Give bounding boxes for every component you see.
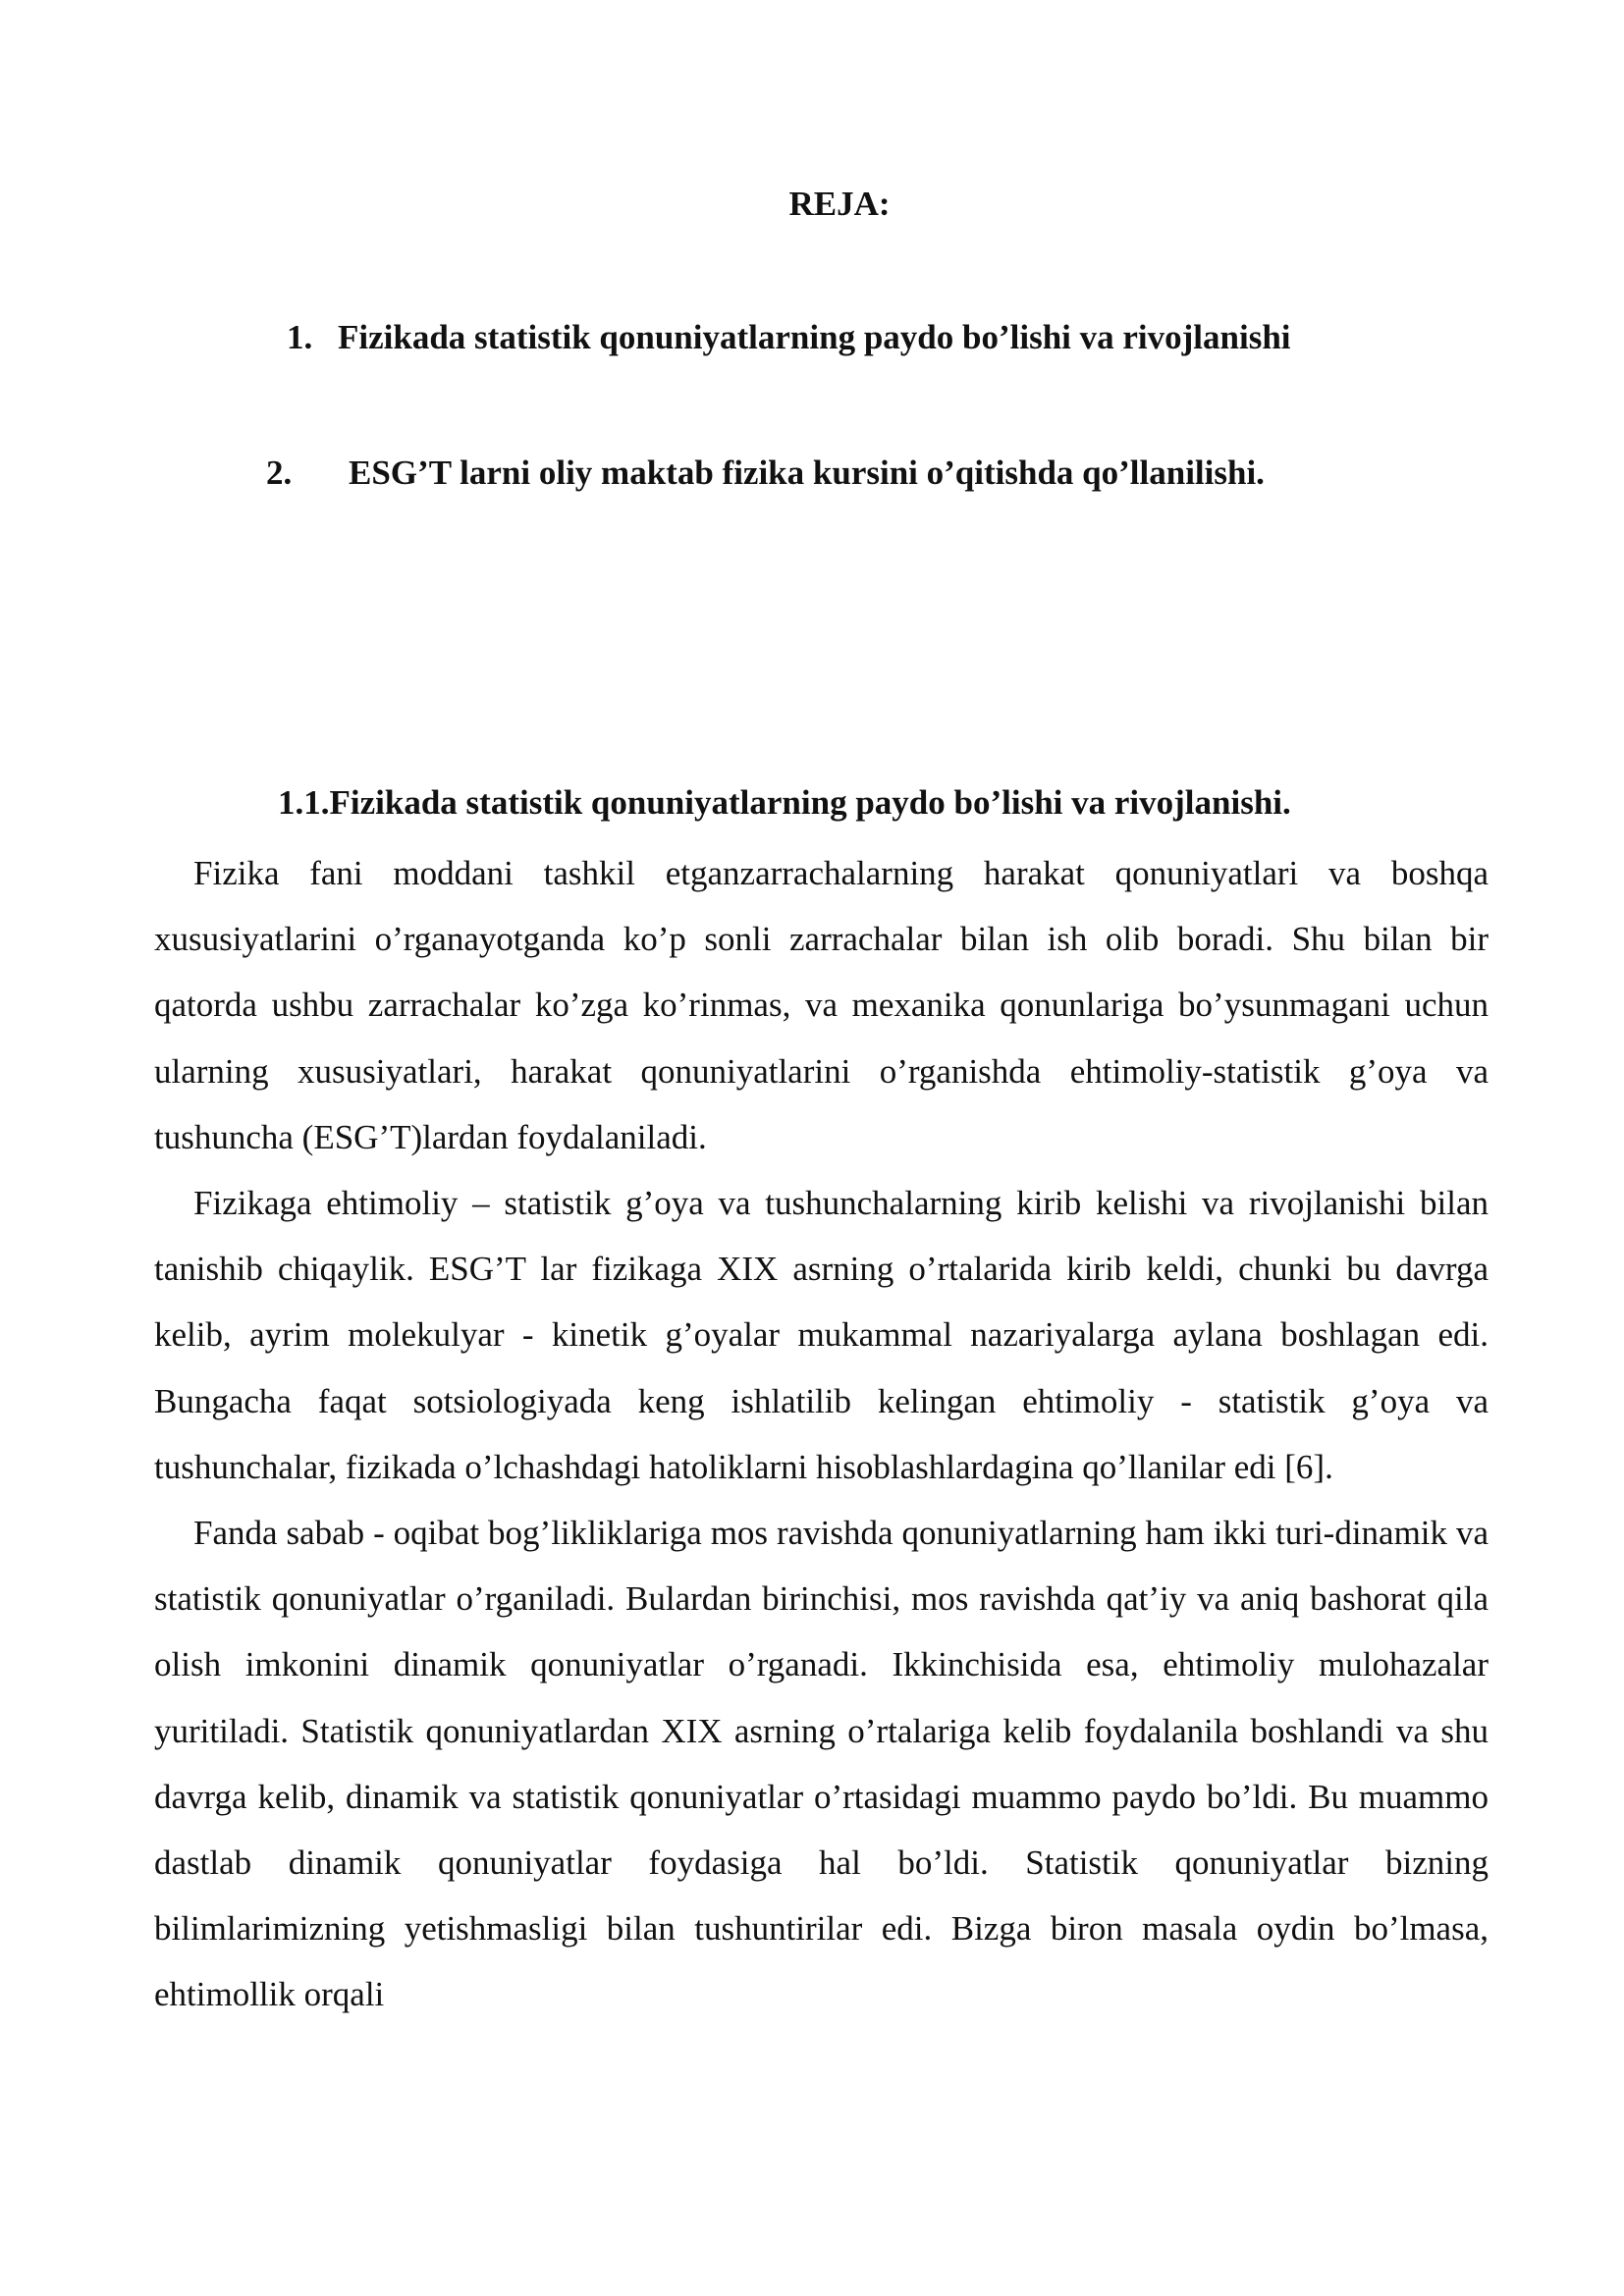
plan-title: REJA: xyxy=(788,185,891,223)
plan-item-text: ESG’T larni oliy maktab fizika kursini o’qitishda qo’llanilishi. xyxy=(349,454,1265,492)
plan-item-text: Fizikada statistik qonuniyatlarning paydo bo’lishi va rivojlanishi xyxy=(338,318,1291,356)
plan-item-number: 2. xyxy=(266,454,293,492)
section-heading: 1.1.Fizikada statistik qonuniyatlarning paydo bo’lishi va rivojlanishi. xyxy=(278,783,1291,822)
section-body xyxy=(154,840,1489,2028)
plan-item xyxy=(287,316,1291,359)
paragraph: Fanda sabab - oqibat bog’likliklariga mos ravishda qonuniyatlarning ham ikki turi-dinamik va statistik qonuniyatlar o’rganiladi. Bulardan birinchisi, mos ravishda qat’iy va aniq bashorat qila olish imkonini dinamik qonuniyatlar o’rganadi. Ikkinchisida esa, ehtimoliy mulohazalar yuritiladi. Statistik qonuniyatlardan XIX asrning o’rtalariga kelib foydalanila boshlandi va shu davrga kelib, dinamik va statistik qonuniyatlar o’rtasidagi muammo paydo bo’ldi. Bu muammo dastlab dinamik qonuniyatlar foydasiga hal bo’ldi. Statistik qonuniyatlar bizning bilimlarimizning yetishmasligi bilan tushuntirilar edi. Bizga biron masala oydin bo’lmasa, ehtimollik orqali xyxy=(154,1514,1489,2014)
plan-item xyxy=(266,452,1265,495)
paragraph: Fizika fani moddani tashkil etganzarrachalarning harakat qonuniyatlari va boshqa xususiyatlarini o’rganayotganda ko’p sonli zarrachalar bilan ish olib boradi. Shu bilan bir qatorda ushbu zarrachalar ko’zga ko’rinmas, va mexanika qonunlariga bo’ysunmagani uchun ularning xususiyatlari, harakat qonuniyatlarini o’rganishda ehtimoliy-statistik g’oya va tushuncha (ESG’T)lardan foydalaniladi. xyxy=(154,854,1489,1156)
paragraph: Fizikaga ehtimoliy – statistik g’oya va tushunchalarning kirib kelishi va rivojlanishi bilan tanishib chiqaylik. ESG’T lar fizikaga XIX asrning o’rtalarida kirib keldi, chunki bu davrga kelib, ayrim molekulyar - kinetik g’oyalar mukammal nazariyalarga aylana boshlagan edi. Bungacha faqat sotsiologiyada keng ishlatilib kelingan ehtimoliy - statistik g’oya va tushunchalar, fizikada o’lchashdagi hatoliklarni hisoblashlardagina qo’llanilar edi [6]. xyxy=(154,1184,1489,1486)
plan-item-number: 1. xyxy=(287,318,313,356)
